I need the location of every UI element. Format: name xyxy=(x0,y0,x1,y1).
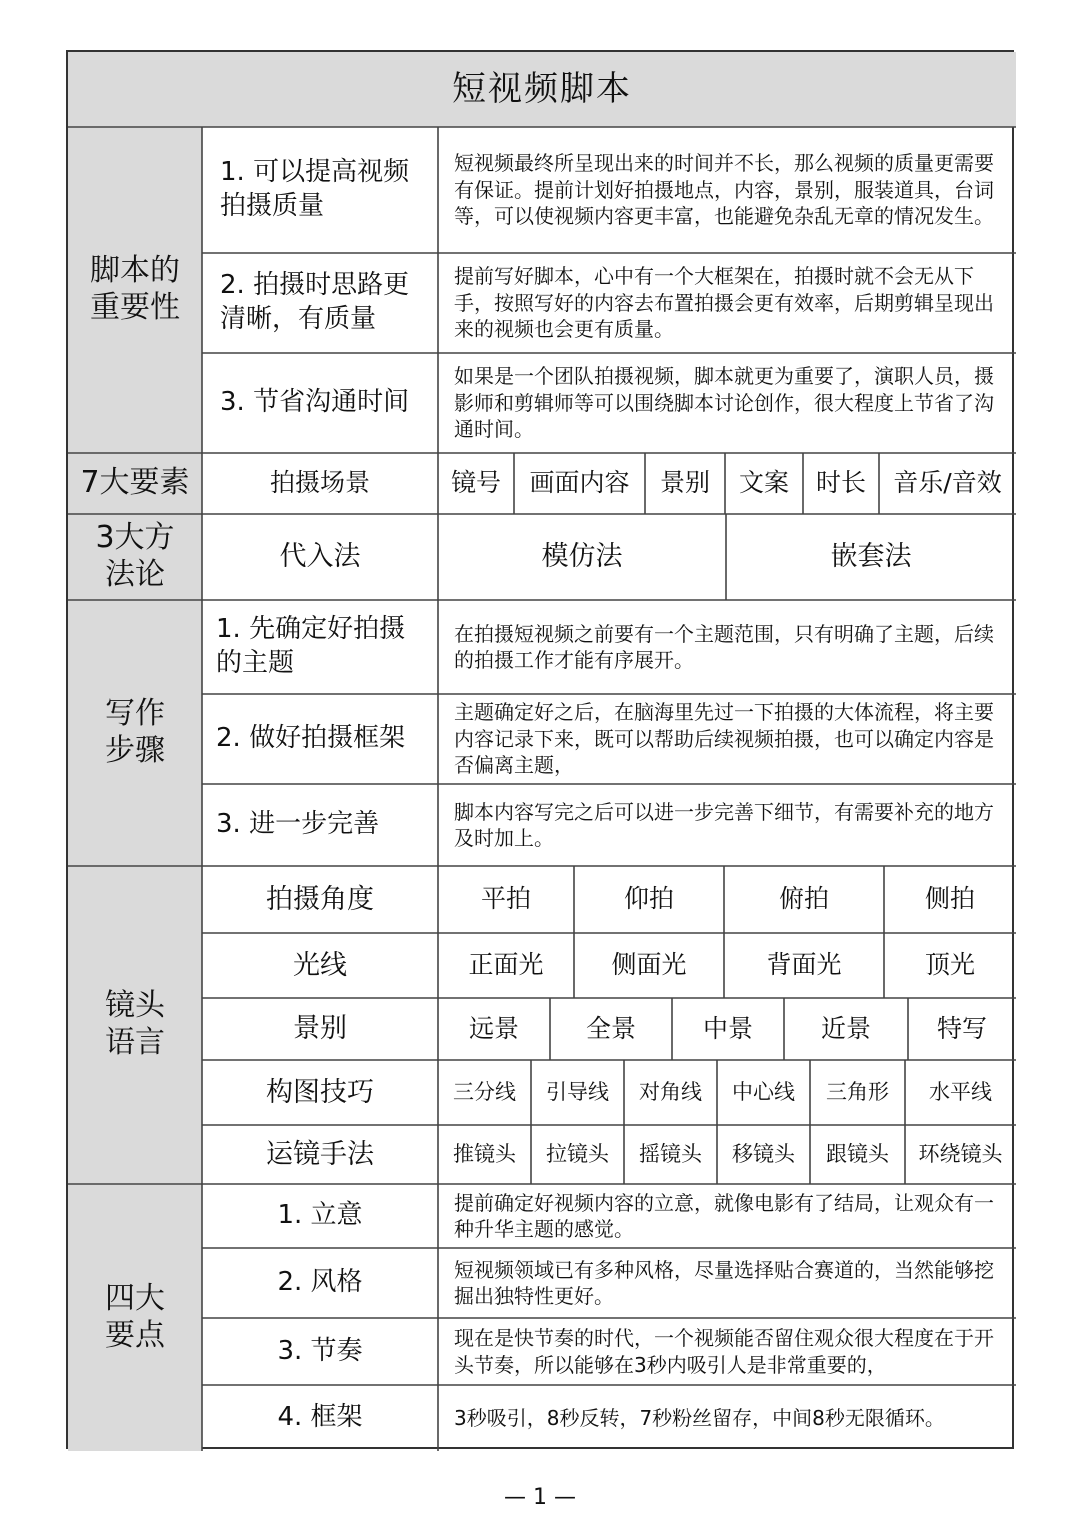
importance-desc: 如果是一个团队拍摄视频，脚本就更为重要了，演职人员，摄影师和剪辑师等可以围绕脚本讨论创作，很大程度上节省了沟通时间。 xyxy=(454,364,994,442)
lens-row-label: 光线 xyxy=(293,949,347,981)
element-shot-number: 镜号 xyxy=(450,468,501,498)
section-elements-label: 7大要素 xyxy=(68,453,202,514)
writing-step: 1. 先确定好拍摄的主题 xyxy=(216,614,406,678)
section-methods-label: 3大方法论 xyxy=(68,514,202,600)
lens-row-label: 景别 xyxy=(293,1013,347,1045)
writing-step: 2. 做好拍摄框架 xyxy=(216,723,406,754)
lens-option: 正面光 xyxy=(468,950,544,980)
lens-option: 特写 xyxy=(936,1013,987,1043)
writing-desc: 在拍摄短视频之前要有一个主题范围，只有明确了主题，后续的拍摄工作才能有序展开。 xyxy=(454,621,994,672)
lens-option: 平拍 xyxy=(480,884,531,914)
point-desc: 3秒吸引，8秒反转，7秒粉丝留存，中间8秒无限循环。 xyxy=(454,1405,945,1430)
lens-option: 摇镜头 xyxy=(639,1141,702,1166)
lens-option: 远景 xyxy=(468,1013,519,1043)
lens-option: 跟镜头 xyxy=(826,1141,889,1166)
lens-option: 对角线 xyxy=(639,1079,702,1104)
element-shot-size: 景别 xyxy=(659,468,710,498)
writing-step: 3. 进一步完善 xyxy=(216,809,380,840)
point-item: 3. 节奏 xyxy=(277,1335,363,1366)
section-writing-label: 写作步骤 xyxy=(68,600,202,866)
lens-option: 俯拍 xyxy=(778,884,829,914)
point-desc: 短视频领域已有多种风格，尽量选择贴合赛道的，当然能够挖掘出独特性更好。 xyxy=(454,1257,994,1308)
point-item: 1. 立意 xyxy=(277,1200,363,1231)
lens-option: 中景 xyxy=(702,1013,753,1043)
script-table xyxy=(66,50,1014,1449)
lens-option: 仰拍 xyxy=(623,884,674,914)
element-music: 音乐/音效 xyxy=(893,468,1002,498)
importance-desc: 短视频最终所呈现出来的时间并不长，那么视频的质量更需要有保证。提前计划好拍摄地点，内容，景别，服装道具，台词等，可以使视频内容更丰富，也能避免杂乱无章的情况发生。 xyxy=(454,151,994,229)
lens-row-label: 构图技巧 xyxy=(266,1076,374,1108)
method-substitution: 代入法 xyxy=(279,541,361,573)
section-importance-label: 脚本的重要性 xyxy=(68,127,202,453)
point-item: 4. 框架 xyxy=(277,1402,363,1433)
point-desc: 提前确定好视频内容的立意，就像电影有了结局，让观众有一种升华主题的感觉。 xyxy=(454,1190,994,1241)
lens-option: 侧拍 xyxy=(924,884,975,914)
lens-option: 水平线 xyxy=(929,1079,992,1104)
lens-option: 环绕镜头 xyxy=(918,1141,1003,1166)
lens-option: 背面光 xyxy=(766,950,842,980)
writing-desc: 脚本内容写完之后可以进一步完善下细节，有需要补充的地方及时加上。 xyxy=(454,799,994,850)
lens-option: 近景 xyxy=(820,1013,871,1043)
importance-desc: 提前写好脚本，心中有一个大框架在，拍摄时就不会无从下手，按照写好的内容去布置拍摄会更有效率，后期剪辑呈现出来的视频也会更有质量。 xyxy=(454,264,994,342)
lens-option: 中心线 xyxy=(732,1079,795,1104)
point-desc: 现在是快节奏的时代，一个视频能否留住观众很大程度在于开头节奏，所以能够在3秒内吸引人是非常重要的， xyxy=(454,1326,994,1377)
lens-option: 推镜头 xyxy=(453,1141,516,1166)
lens-option: 移镜头 xyxy=(732,1141,795,1166)
lens-row-label: 运镜手法 xyxy=(266,1138,374,1170)
element-copy: 文案 xyxy=(738,468,789,498)
lens-option: 三角形 xyxy=(826,1079,889,1104)
element-frame-content: 画面内容 xyxy=(529,468,630,498)
importance-item: 2. 拍摄时思路更清晰，有质量 xyxy=(220,270,410,334)
element-scene: 拍摄场景 xyxy=(269,468,370,498)
method-imitation: 模仿法 xyxy=(541,541,623,573)
section-points-label: 四大要点 xyxy=(68,1184,202,1451)
lens-option: 顶光 xyxy=(924,950,975,980)
lens-option: 三分线 xyxy=(453,1079,516,1104)
lens-row-label: 拍摄角度 xyxy=(266,883,374,915)
importance-item: 1. 可以提高视频拍摄质量 xyxy=(220,157,410,221)
method-nesting: 嵌套法 xyxy=(830,541,912,573)
lens-option: 侧面光 xyxy=(611,950,687,980)
page-number: — 1 — xyxy=(504,1484,576,1510)
lens-option: 全景 xyxy=(585,1013,636,1043)
lens-option: 拉镜头 xyxy=(546,1141,609,1166)
writing-desc: 主题确定好之后，在脑海里先过一下拍摄的大体流程，将主要内容记录下来，既可以帮助后续视频拍摄，也可以确定内容是否偏离主题， xyxy=(454,700,994,778)
page-title: 短视频脚本 xyxy=(68,52,1016,127)
lens-option: 引导线 xyxy=(546,1079,609,1104)
section-lens-label: 镜头语言 xyxy=(68,866,202,1184)
point-item: 2. 风格 xyxy=(277,1267,363,1298)
importance-item: 3. 节省沟通时间 xyxy=(220,387,410,418)
element-duration: 时长 xyxy=(815,468,866,498)
